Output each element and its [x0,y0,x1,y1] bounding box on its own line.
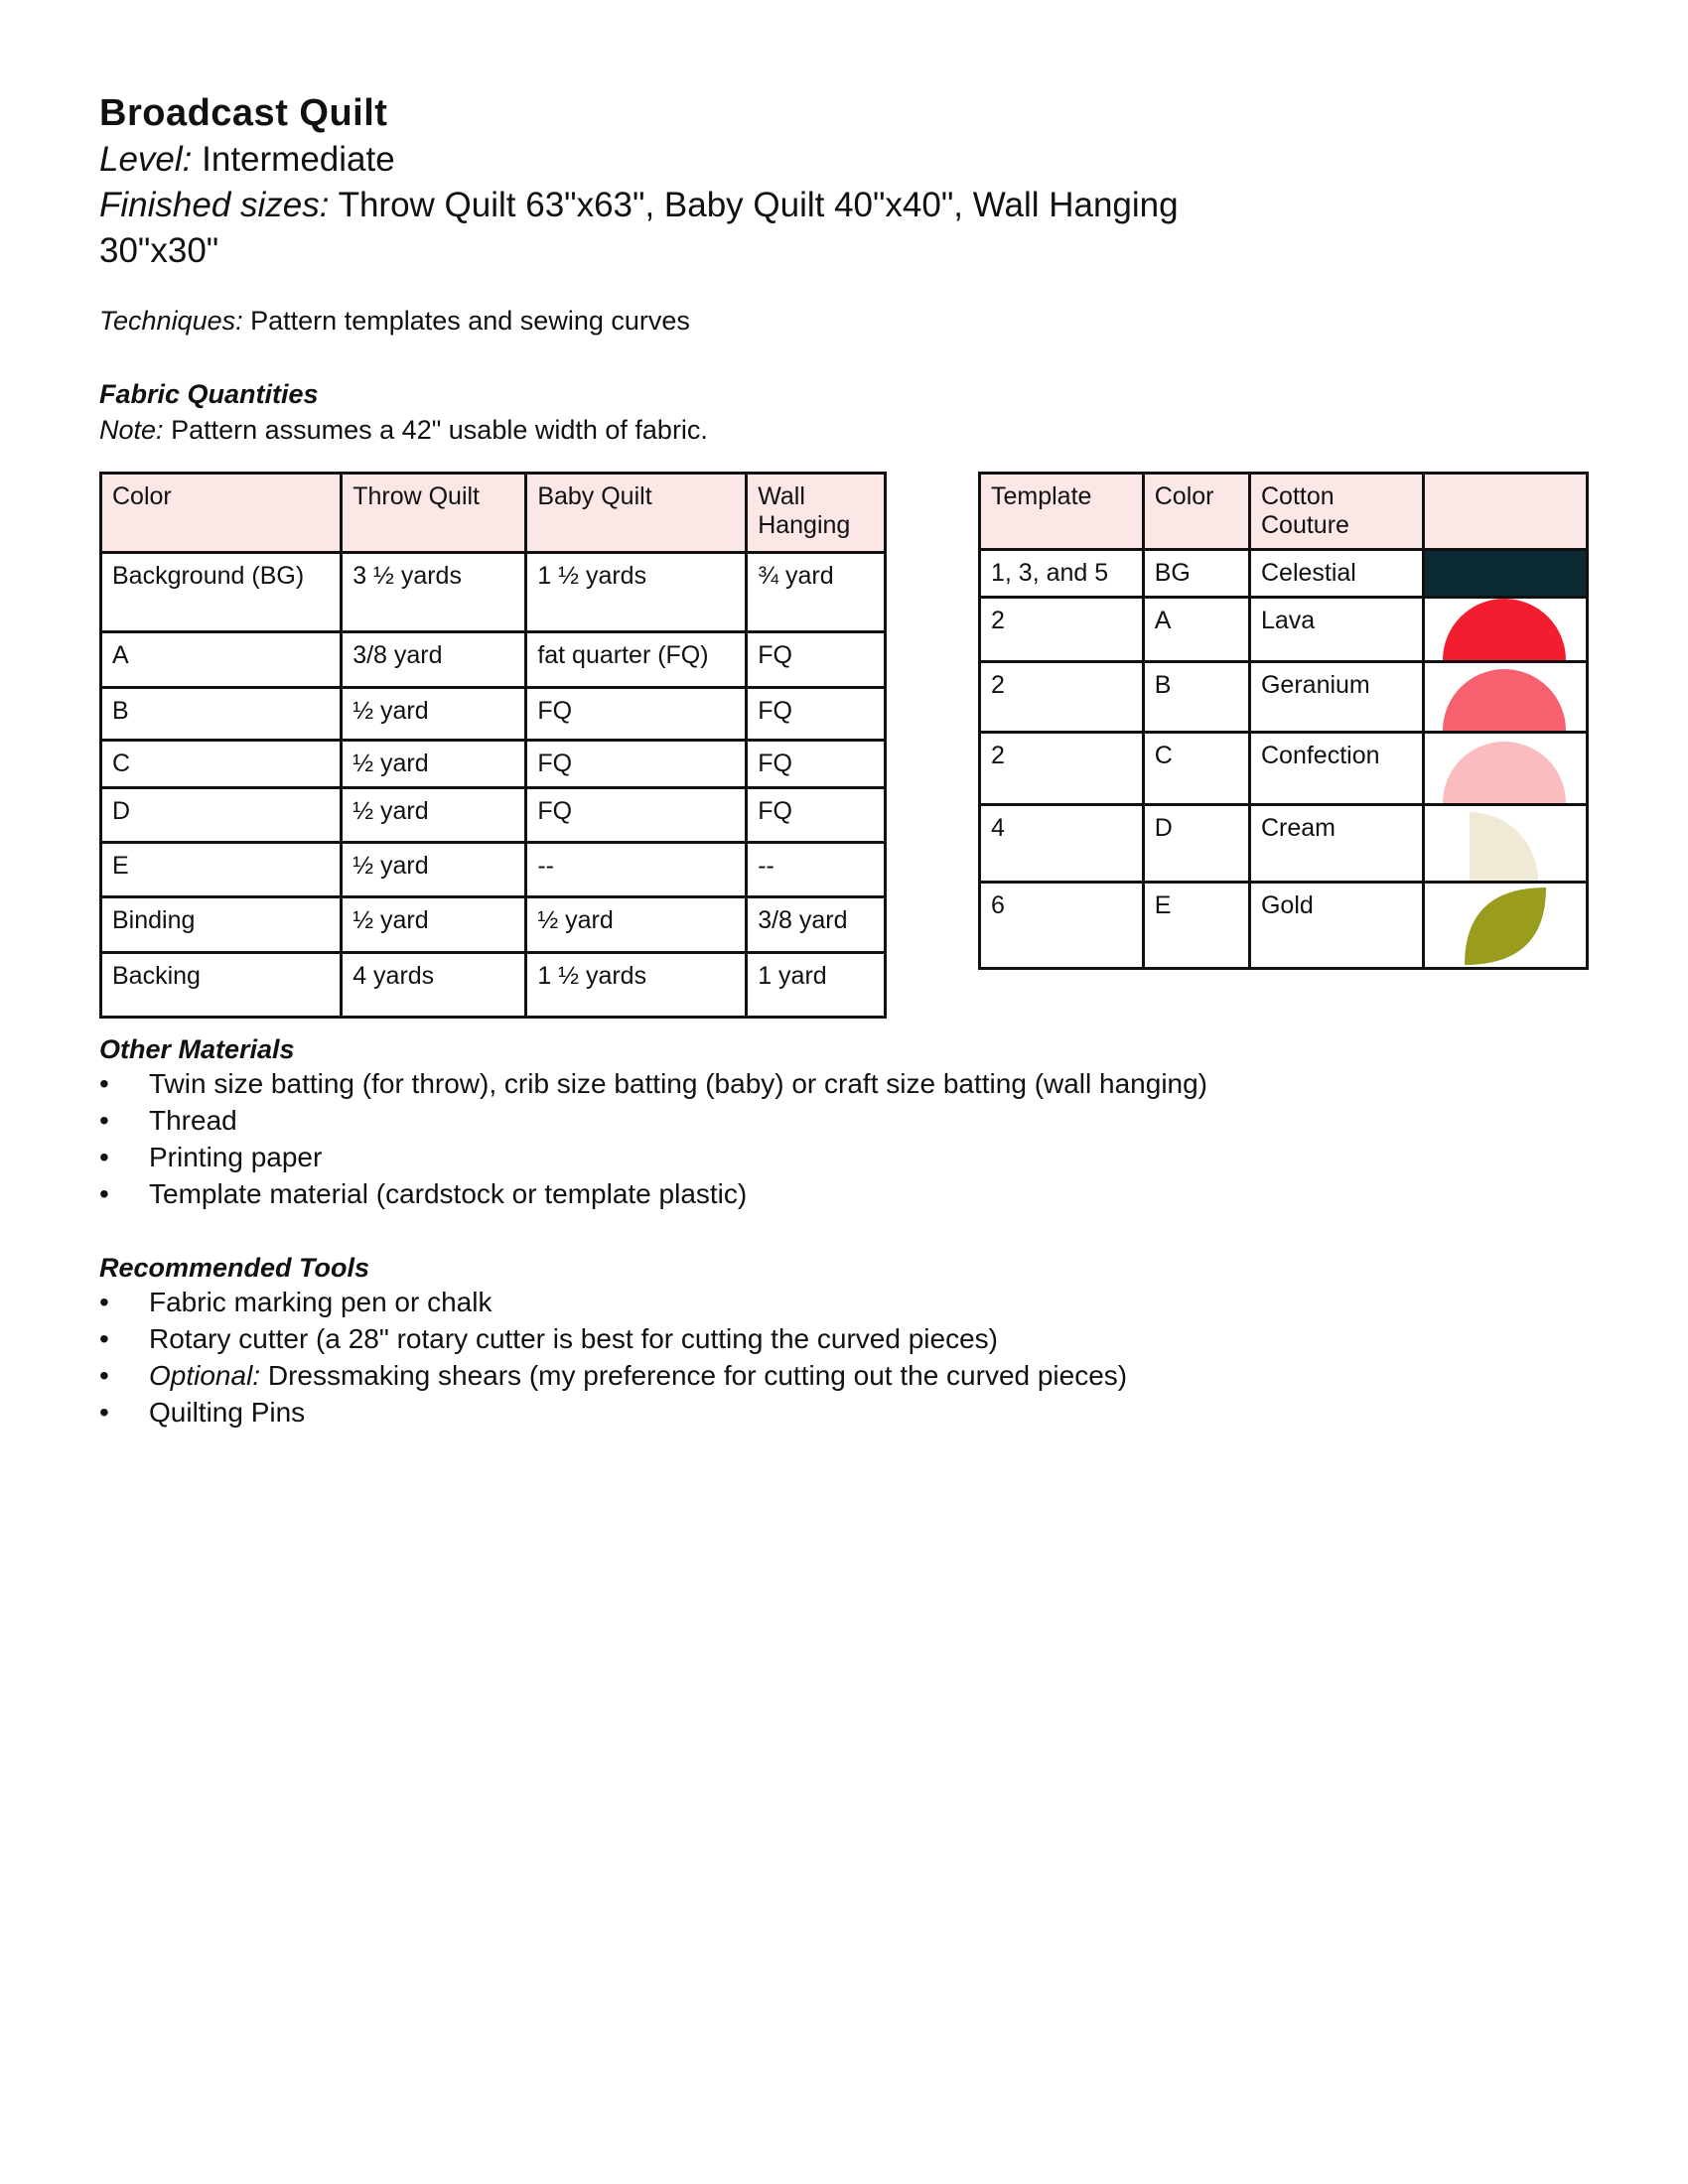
column-header: Color [1143,474,1249,550]
fabric-name: Confection [1249,733,1423,805]
column-header: Template [980,474,1144,550]
column-header: Color [101,474,342,553]
list-item [99,1394,1127,1431]
table-cell: ½ yard [342,788,526,843]
table-row [980,598,1588,662]
note-label: Note: [99,415,164,445]
bullet: • [99,1068,109,1099]
finished-sizes-label: Finished sizes: [99,186,330,224]
color-code: D [1143,805,1249,883]
table-cell: 3 ½ yards [342,553,526,632]
table-cell: fat quarter (FQ) [526,632,747,688]
table-cell: ½ yard [526,897,747,953]
page-title: Broadcast Quilt [99,92,388,134]
list-item-text: Twin size batting (for throw), crib size batting (baby) or craft size batting (wall hanging) [149,1068,1208,1099]
table-cell: FQ [747,632,886,688]
techniques-line [99,306,690,337]
table-row [980,733,1588,805]
table-row [101,741,886,788]
table-cell: Backing [101,953,342,1018]
list-item [99,1065,1207,1102]
list-item-text: Printing paper [149,1142,323,1172]
table-row [101,553,886,632]
bullet: • [99,1323,109,1354]
table-row [101,688,886,741]
fabric-swatch [1425,663,1586,731]
table-row [980,805,1588,883]
table-cell: C [101,741,342,788]
list-item-text: Quilting Pins [149,1397,306,1428]
fabric-swatch [1425,806,1586,881]
table-cell: 3/8 yard [747,897,886,953]
table-header-row [101,474,886,553]
table-row [101,788,886,843]
swatch-cell [1423,883,1587,969]
table-cell: 4 yards [342,953,526,1018]
template-number: 4 [980,805,1144,883]
fabric-name: Gold [1249,883,1423,969]
column-header: Wall Hanging [747,474,886,553]
fabric-swatch [1425,599,1586,660]
table-header-row [980,474,1588,550]
recommended-tools-list [99,1284,1127,1431]
swatch-cell [1423,733,1587,805]
other-materials-section [99,1034,1207,1212]
table-cell: FQ [747,741,886,788]
color-code: E [1143,883,1249,969]
list-item-text: Thread [149,1105,237,1136]
bullet: • [99,1178,109,1209]
template-number: 2 [980,733,1144,805]
fabric-swatch [1425,734,1586,803]
table-cell: FQ [526,741,747,788]
fabric-quantities-heading: Fabric Quantities [99,379,319,409]
list-item [99,1284,1127,1320]
list-item-text: Template material (cardstock or template plastic) [149,1178,748,1209]
level-label: Level: [99,140,193,179]
list-item [99,1320,1127,1357]
half-circle-swatch-shape [1443,742,1566,803]
list-item-text: Fabric marking pen or chalk [149,1287,492,1317]
table-cell: ½ yard [342,741,526,788]
table-cell: ½ yard [342,897,526,953]
color-code: C [1143,733,1249,805]
table-cell: D [101,788,342,843]
fabric-name: Celestial [1249,550,1423,598]
header-block [99,89,1609,274]
half-circle-swatch-shape [1443,669,1566,731]
other-materials-list [99,1065,1207,1212]
color-code: B [1143,662,1249,733]
template-number: 6 [980,883,1144,969]
table-cell: 3/8 yard [342,632,526,688]
table-cell: A [101,632,342,688]
leaf-swatch-shape [1465,887,1546,965]
swatch-cell [1423,598,1587,662]
table-cell: 1 ½ yards [526,553,747,632]
level-value: Intermediate [202,140,395,179]
table-cell: -- [747,843,886,897]
list-item-prefix: Optional: [149,1360,268,1391]
template-color-table [978,472,1589,970]
column-header: Cotton Couture [1249,474,1423,550]
note-line [99,415,708,446]
recommended-tools-section [99,1253,1127,1431]
finished-sizes-line [99,183,1609,228]
list-item [99,1102,1207,1139]
table-cell: Background (BG) [101,553,342,632]
table-cell: -- [526,843,747,897]
quarter-circle-swatch-shape [1470,812,1538,881]
table-cell: FQ [526,688,747,741]
table-row [101,953,886,1018]
table-row [101,632,886,688]
list-item [99,1139,1207,1175]
table-cell: 1 yard [747,953,886,1018]
color-code: A [1143,598,1249,662]
table-row [980,550,1588,598]
table-cell: E [101,843,342,897]
table-cell: ½ yard [342,843,526,897]
table-row [101,897,886,953]
column-header [1423,474,1587,550]
half-circle-swatch-shape [1443,599,1566,660]
table-cell: Binding [101,897,342,953]
fabric-quantities-table [99,472,887,1019]
techniques-label: Techniques: [99,306,243,336]
table-cell: FQ [747,788,886,843]
table-cell: FQ [526,788,747,843]
table-cell: ½ yard [342,688,526,741]
swatch-cell [1423,550,1587,598]
techniques-value: Pattern templates and sewing curves [250,306,690,336]
fabric-name: Lava [1249,598,1423,662]
note-value: Pattern assumes a 42" usable width of fabric. [171,415,708,445]
bullet: • [99,1142,109,1172]
template-number: 1, 3, and 5 [980,550,1144,598]
finished-sizes-value: Throw Quilt 63"x63", Baby Quilt 40"x40", Wall Hanging [338,186,1179,224]
fabric-swatch [1425,884,1586,967]
table-cell: B [101,688,342,741]
template-number: 2 [980,598,1144,662]
finished-sizes-line-2: 30"x30" [99,231,219,270]
list-item-text: Dressmaking shears (my preference for cutting out the curved pieces) [267,1360,1128,1391]
level-line [99,137,1609,183]
bullet: • [99,1105,109,1136]
table-cell: ¾ yard [747,553,886,632]
column-header: Baby Quilt [526,474,747,553]
table-row [980,883,1588,969]
table-row [980,662,1588,733]
bullet: • [99,1287,109,1317]
table-row [101,843,886,897]
table-cell: FQ [747,688,886,741]
recommended-tools-heading: Recommended Tools [99,1253,370,1283]
fabric-name: Cream [1249,805,1423,883]
template-number: 2 [980,662,1144,733]
swatch-cell [1423,805,1587,883]
column-header: Throw Quilt [342,474,526,553]
list-item [99,1175,1207,1212]
other-materials-heading: Other Materials [99,1034,295,1064]
fabric-name: Geranium [1249,662,1423,733]
table-cell: 1 ½ yards [526,953,747,1018]
color-code: BG [1143,550,1249,598]
list-item-text: Rotary cutter (a 28" rotary cutter is best for cutting the curved pieces) [149,1323,998,1354]
bullet: • [99,1397,109,1428]
bullet: • [99,1360,109,1391]
list-item [99,1357,1127,1394]
swatch-cell [1423,662,1587,733]
